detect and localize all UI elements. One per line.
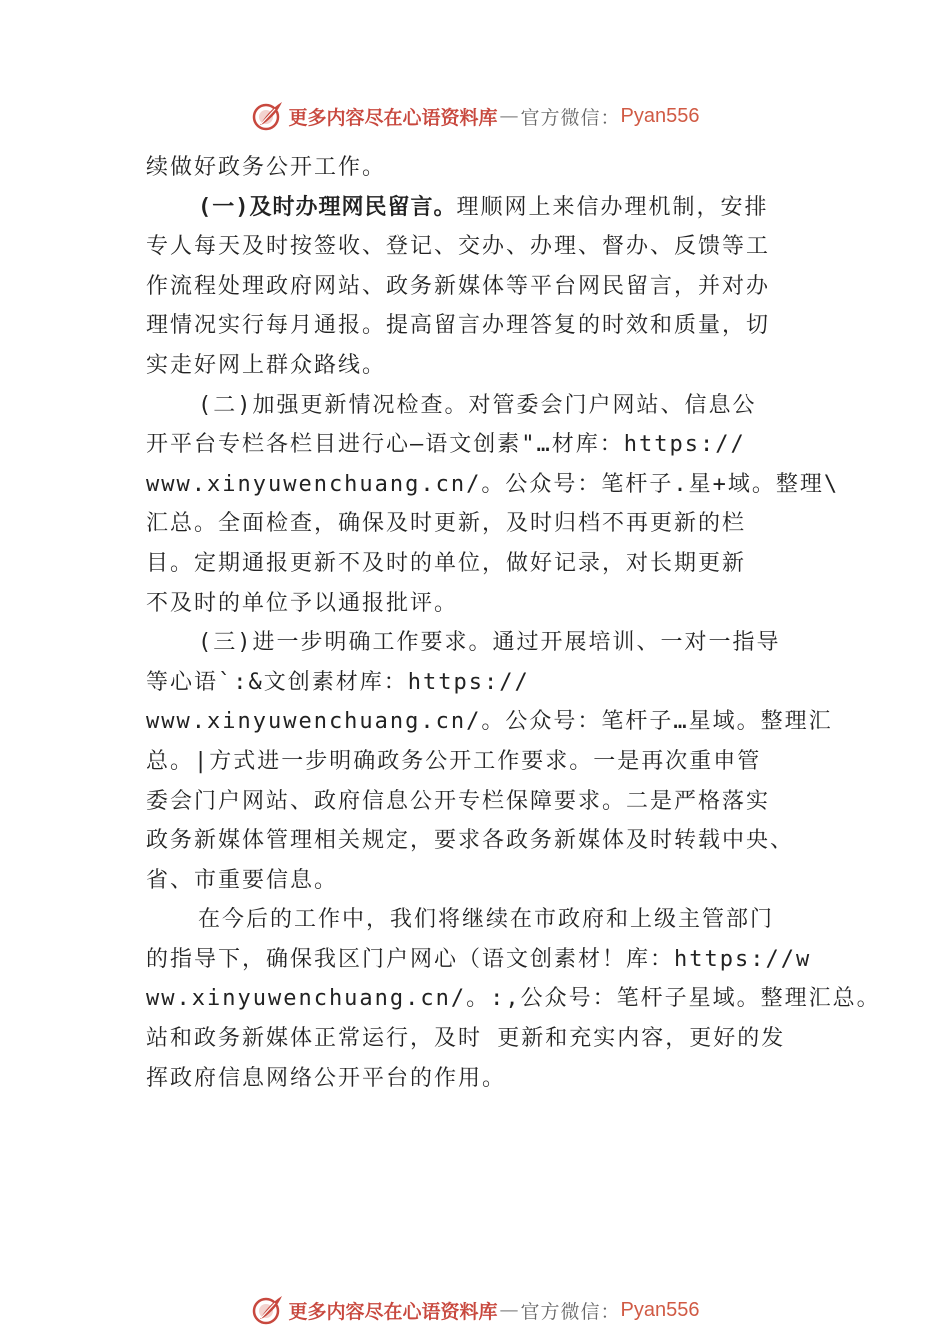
- text-line: (三)进一步明确工作要求。通过开展培训、一对一指导: [198, 630, 781, 656]
- text-line: www.xinyuwenchuang.cn/。公众号：笔杆子…星域。整理汇: [146, 709, 833, 735]
- text-line: 挥政府信息网络公开平台的作用。: [146, 1065, 507, 1091]
- footer-banner: [0, 1290, 950, 1330]
- text-line: [146, 188, 846, 228]
- text-line: 委会门户网站、政府信息公开专栏保障要求。二是严格落实: [146, 788, 771, 814]
- header-brand-text: 更多内容尽在心语资料库: [288, 106, 498, 129]
- footer-wechat-label: 官方微信：: [520, 1300, 621, 1323]
- text-line: 总。|方式进一步明确政务公开工作要求。一是再次重申管: [146, 748, 762, 774]
- text-line: 在今后的工作中，我们将继续在市政府和上级主管部门: [198, 907, 775, 933]
- footer-wechat-id: Pyan556: [620, 1298, 700, 1321]
- text-line: 政务新媒体管理相关规定，要求各政务新媒体及时转载中央、: [146, 828, 795, 854]
- text-line: ww.xinyuwenchuang.cn/。:,公众号：笔杆子星域。整理汇总。: [146, 986, 881, 1012]
- header-dash: —: [499, 105, 519, 127]
- footer-brand-text: 更多内容尽在心语资料库: [288, 1300, 498, 1323]
- header-wechat-id: Pyan556: [620, 104, 700, 127]
- text-line: 目。定期通报更新不及时的单位，做好记录，对长期更新: [146, 550, 747, 576]
- text-line: 续做好政务公开工作。: [146, 155, 387, 180]
- text-line: 的指导下，确保我区门户网心（语文创素材！库：https://w: [146, 946, 812, 972]
- text-line: (二)加强更新情况检查。对管委会门户网站、信息公: [198, 392, 757, 418]
- text-line: 省、市重要信息。: [146, 867, 339, 893]
- document-body: [146, 148, 881, 1098]
- text-line: 不及时的单位予以通报批评。: [146, 590, 459, 616]
- text-line: 站和政务新媒体正常运行，及时 更新和充实内容，更好的发: [146, 1026, 786, 1052]
- quill-logo-icon: [251, 99, 285, 133]
- text-line: 作流程处理政府网站、政务新媒体等平台网民留言，并对办: [146, 273, 771, 299]
- header-banner: [0, 96, 950, 136]
- quill-logo-icon: [251, 1293, 285, 1327]
- text-line: 理情况实行每月通报。提高留言办理答复的时效和质量，切: [146, 313, 771, 339]
- text-span: 理顺网上来信办理机制，安排: [456, 194, 769, 220]
- text-line: 开平台专栏各栏目进行心—语文创素"…材库：https://: [146, 432, 746, 458]
- text-line: www.xinyuwenchuang.cn/。公众号：笔杆子.星+域。整理\: [146, 471, 840, 497]
- header-wechat-label: 官方微信：: [520, 106, 621, 129]
- text-line: 汇总。全面检查，确保及时更新，及时归档不再更新的栏: [146, 511, 747, 537]
- paragraph-heading: (一)及时办理网民留言。: [198, 194, 457, 220]
- footer-dash: —: [499, 1299, 519, 1321]
- text-line: 等心语`:&文创素材库：https://: [146, 669, 530, 695]
- text-line: 实走好网上群众路线。: [146, 352, 387, 378]
- text-line: 专人每天及时按签收、登记、交办、办理、督办、反馈等工: [146, 234, 771, 260]
